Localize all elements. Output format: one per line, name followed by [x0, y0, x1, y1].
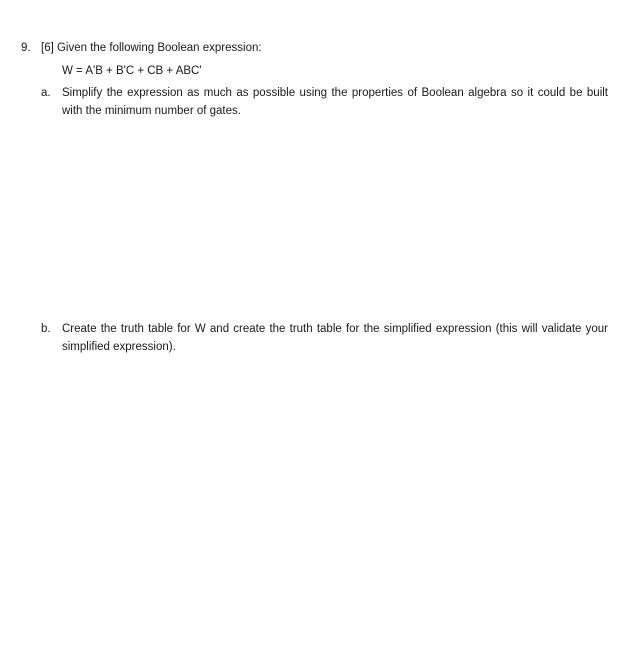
- part-b-text: Create the truth table for W and create the truth table for the simplified expression (this will validate your simplified expression).: [62, 323, 608, 353]
- question-number: 9.: [21, 42, 31, 54]
- part-a-letter: a.: [41, 87, 51, 99]
- part-a-text: Simplify the expression as much as possible using the properties of Boolean algebra so it could be built with the minimum number of gates.: [62, 87, 608, 117]
- question-stem: [6] Given the following Boolean expression:: [41, 42, 262, 54]
- boolean-expression: W = A'B + B'C + CB + ABC': [62, 65, 202, 77]
- part-b-letter: b.: [41, 323, 51, 335]
